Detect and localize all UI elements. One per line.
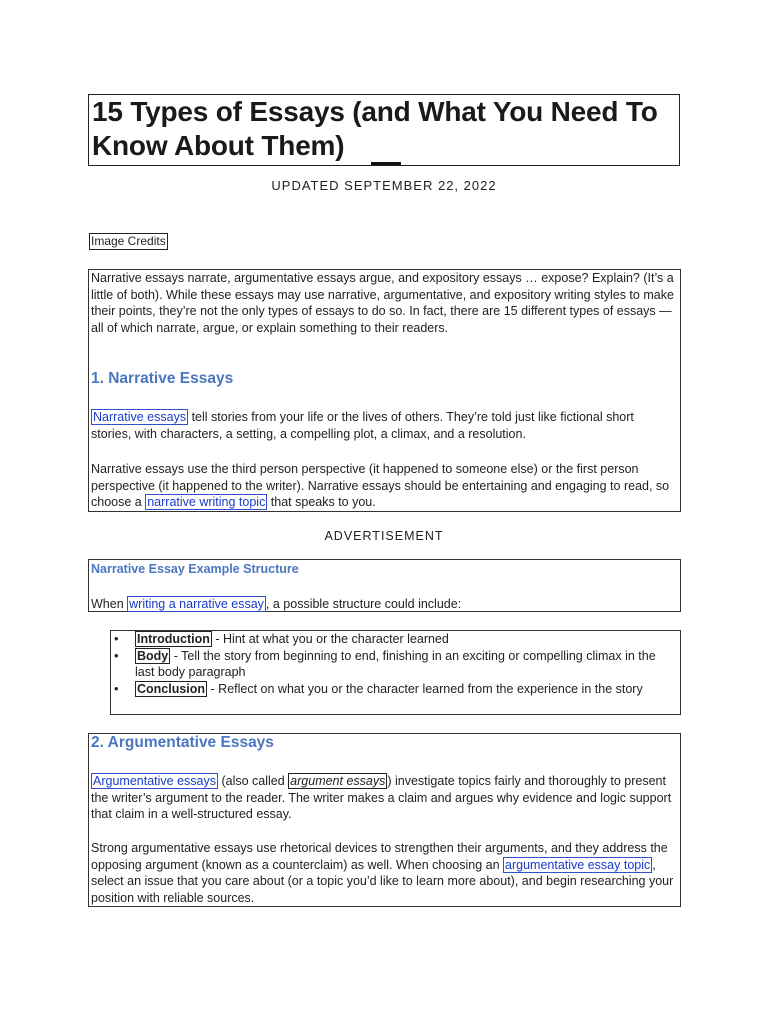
structure-desc: - Tell the story from beginning to end, finishing in an exciting or compelling climax in the last body paragraph: [135, 648, 656, 680]
example-heading: Narrative Essay Example Structure: [91, 562, 299, 576]
argument-essays-term: argument essays: [290, 774, 386, 788]
structure-desc: - Hint at what you or the character learned: [211, 632, 449, 646]
example-paragraph: When writing a narrative essay , a possible structure could include:: [91, 597, 462, 611]
image-credits-link[interactable]: Image Credits: [91, 234, 166, 248]
argumentative-paragraph-1: Argumentative essays (also called argument essays ) investigate topics fairly and thoroughly to present the writer’s argument to the reader. The writer makes a claim and argues why evidence and logic support that claim in a well-structured essay.: [91, 774, 672, 822]
intro-paragraph: Narrative essays narrate, argumentative essays argue, and expository essays … expose? Explain? (It’s a little of both). While these essays may use narrative, argumentative, and expository writing styles to make their points, they’re not the only types of essays to do so. In fact, there are 15 different types of essays — all of which narrate, argue, or explain something to their readers.: [91, 271, 674, 335]
cursor-highlight: [371, 162, 401, 165]
argumentative-essay-topic-link[interactable]: argumentative essay topic: [505, 857, 651, 872]
advertisement-label: ADVERTISEMENT: [324, 529, 444, 543]
narrative-paragraph-2: Narrative essays use the third person perspective (it happened to someone else) or the first person perspective (it happened to the writer). Narrative essays should be entertaining and engaging to read, so choose a narrative writing topic that speaks to you.: [91, 462, 670, 510]
structure-term: Introduction: [137, 632, 210, 646]
structure-item: [111, 648, 671, 681]
narrative-writing-topic-link[interactable]: narrative writing topic: [147, 495, 266, 510]
structure-term: Body: [137, 648, 169, 663]
narrative-heading: 1. Narrative Essays: [91, 370, 234, 387]
narrative-essays-link[interactable]: Narrative essays: [93, 410, 187, 424]
page-title: 15 Types of Essays (and What You Need To Know About Them): [92, 96, 658, 161]
structure-item: [111, 631, 671, 648]
structure-items: [111, 631, 671, 697]
structure-term: Conclusion: [137, 681, 206, 696]
argumentative-paragraph-2: Strong argumentative essays use rhetorical devices to strengthen their arguments, and they address the opposing argument (known as a counterclaim) as well. When choosing an argumentative essay topic , select an issue that you care about (or a topic you’d like to learn more about), and begin researching your position with reliable sources.: [91, 841, 674, 905]
argumentative-section: [88, 733, 681, 907]
title-box: [88, 94, 680, 166]
argumentative-heading: 2. Argumentative Essays: [91, 734, 274, 751]
updated-date: UPDATED SEPTEMBER 22, 2022: [271, 178, 497, 193]
narrative-paragraph-1: Narrative essays tell stories from your life or the lives of others. They’re told just like fictional short stories, with characters, a setting, a compelling plot, a climax, and a resolution.: [91, 410, 634, 441]
structure-item: [111, 681, 671, 698]
writing-narrative-essay-link[interactable]: writing a narrative essay: [129, 597, 264, 611]
example-structure-section: [88, 559, 681, 612]
structure-list: [110, 630, 681, 715]
narrative-section: [88, 269, 681, 512]
structure-desc: - Reflect on what you or the character learned from the experience in the story: [207, 681, 643, 696]
argumentative-essays-link[interactable]: Argumentative essays: [93, 774, 216, 788]
